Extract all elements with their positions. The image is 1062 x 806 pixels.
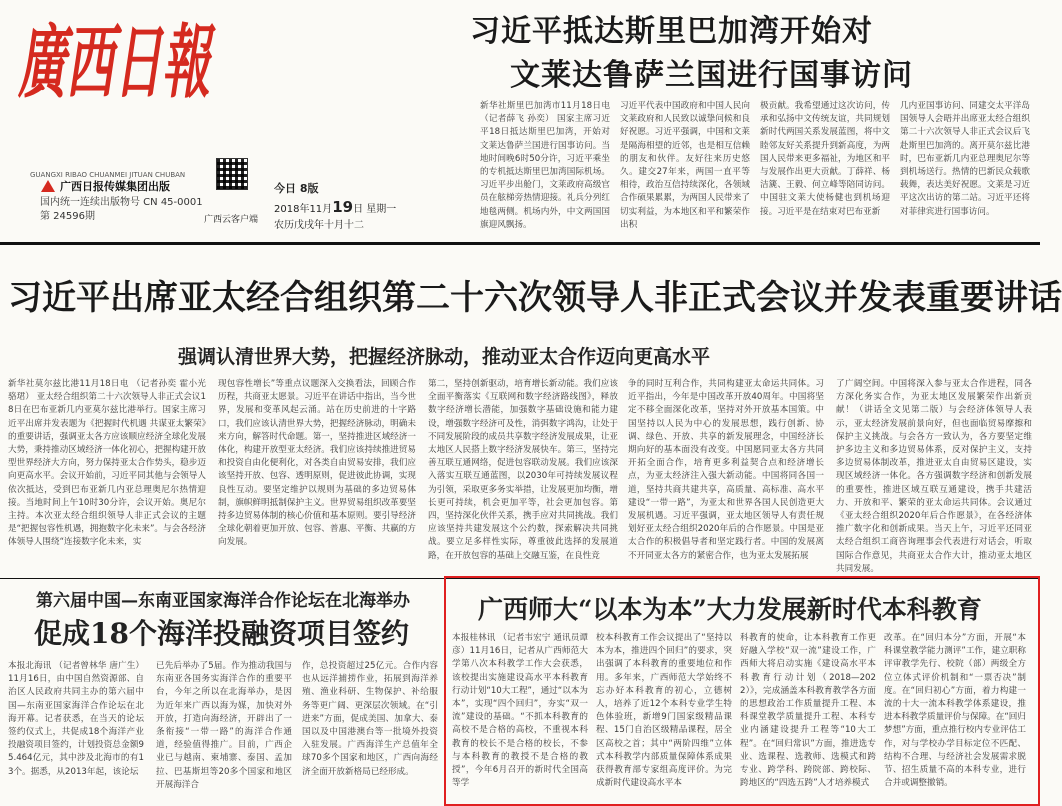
pages-count: 今日 8版 [274, 182, 319, 195]
logo-text: 廣西日報 [17, 15, 216, 109]
main-col-5: 了广阔空间。中国将深入参与亚太合作进程，同各方深化务实合作，为亚太地区发展繁荣作出新贡献！（讲话全文见第二版）与会经济体领导人表示，亚太经济发展前景向好，但也面临贸易摩擦和保护主义挑战。与会各方一致认为，各方要坚定维护多边主义和多边贸易体系，反对保护主义，支持多边贸易体制改革，推进亚太自由贸易区建设，实现区域经济一体化。各方强调数字经济和创新发展的重要性，推进区域互联互通建设，携手共建活力、开放和平、繁荣的亚太命运共同体。会议通过《亚太经合组织2020年后合作愿景》，在各经济体推广数字化和创新成果。当天上午，习近平还同亚太经合组织工商咨询理事会代表进行对话会，听取国际合作意见，共商亚太合作大计，推动亚太地区共同发展。 [836, 379, 1032, 574]
top-col-3: 极贡献。我希望通过这次访问，传承和弘扬中文传统友谊，共同规划新时代两国关系发展蓝图，将中文睦邻友好关系提升到新高度，为两国人民带来更多福祉，为地区和平与发展作出更大贡献。丁薛祥、杨洁篪、王毅、何立峰等陪同访问。中国驻文莱大使杨健也到机场迎接。习近平是在结束对巴布亚新 [760, 101, 890, 217]
lunar-date: 农历戊戌年十月十二 [274, 220, 364, 231]
ocean-col-1: 本报北海讯 （记者曾林华 唐广生） 11月16日，由中国自然资源部、自治区人民政府共同主办的第六届中国—东南亚国家海洋合作论坛在北海开幕。记者获悉，在当天的论坛签约仪式上，共促成18个海洋产业投融资项目签约，计划投资总金额95.464亿元，其中涉及北海市的有13个。据悉，从2013年起，该论坛 [8, 661, 144, 777]
date-suffix: 日 星期一 [353, 204, 397, 215]
edu-col-4: 改革。在“回归本分”方面，开展“本科课堂教学能力测评”工作，建立职称评审教学先行、校院（部）两级全方位立体式评价机制和“一票否决”制度。在“回归初心”方面，着力构建一流的十大一流本科教学体系建设，推进本科教学质量评价与保障。在“回归梦想”方面，重点推行校内专业评估工作，对与学校办学目标定位不匹配、结构不合理、与经济社会发展需求脱节、招生质量不高的本科专业，进行合并或调整撤销。 [884, 633, 1026, 789]
main-col-4: 争的同时互利合作，共同构建亚太命运共同体。习近平指出，今年是中国改革开放40周年。中国将坚定不移全面深化改革，坚持对外开放基本国策。中国坚持以人民为中心的发展思想，践行创新、协调、绿色、开放、共享的新发展理念，中国经济长期向好的基本面没有改变。中国愿同亚太各方共同开拓全面合作，培育更多利益契合点和经济增长点，为亚太经济注入强大新动能。中国将同各国一道，坚持共商共建共享，高质量、高标准、高水平建设“一带一路”，为亚太和世界各国人民创造更大发展机遇。习近平强调，亚太地区领导人有责任规划好亚太经合组织2020年后的合作愿景。中国是亚太合作的积极倡导者和坚定践行者。中国的发展离不开同亚太各方的紧密合作，也为亚太发展拓展 [628, 379, 824, 561]
pinyin-line: GUANGXI RIBAO CHUANMEI JITUAN CHUBAN [30, 171, 186, 179]
code-number: 第 24596期 [40, 211, 95, 222]
top-col-2: 习近平代表中国政府和中国人民向文莱政府和人民致以诚挚问候和良好祝愿。习近平强调，中国和文莱是隔海相望的近邻，也是相互信赖的朋友和伙伴。友好往来历史悠久。建交27年来，两国一直平等相待，政治互信持续深化，各领域合作硕果累累，为两国人民带来了切实利益，为本地区和平和繁荣作出积 [620, 101, 750, 230]
qr-code-icon[interactable] [216, 158, 248, 190]
ocean-col-2: 已先后举办了5届。作为推动我国与东南亚各国务实海洋合作的重要平台，今年之所以在北海举办，是因为近年来广西以海为媒，加快对外开放，打造向海经济，开辟出了一条衔接“一带一路”的海洋合作通道，经验值得推广。目前，广西企业已与越南、柬埔寨、泰国、孟加拉、巴基斯坦等20多个国家和地区开展海洋合 [156, 661, 292, 790]
date-prefix: 2018年11月 [274, 204, 333, 215]
top-col-4: 几内亚国事访问、同建交太平洋岛国领导人会晤并出席亚太经合组织第二十六次领导人非正式会议后飞赴斯里巴加湾的。离开莫尔兹比港时，巴布亚新几内亚总理奥尼尔等到机场送行。热情的巴新民众载歌载舞，表达美好祝愿。文莱是习近平这次出访的第二站。习近平还将对菲律宾进行国事访问。 [900, 101, 1030, 217]
edu-headline: 广西师大“以本为本”大力发展新时代本科教育 [478, 595, 982, 624]
issue-date [274, 198, 396, 216]
date-day: 19 [332, 198, 354, 216]
group-name: 广西日报传媒集团出版 [60, 180, 170, 193]
ocean-kicker: 第六届中国—东南亚国家海洋合作论坛在北海举办 [36, 591, 410, 611]
edu-col-2: 校本科教育工作会议提出了“坚持以本为本，推进四个回归”的要求，突出强调了本科教育的重要地位和作用。多年来，广西师范大学始终不忘办好本科教育的初心，立德树人，培养了近12个本科专业学生特色体验班，新增9门国家级精品课程、15门自治区级精品课程，居全区高校之首；其中“两阶四维”立体式本科教学内部质量保障体系成果获得教育部专家组高度评价。为完成新时代建设高水平本 [596, 633, 732, 789]
top-col-1: 新华社斯里巴加湾市11月18日电 （记者薛飞 孙奕） 国家主席习近平18日抵达斯里巴加湾，开始对文莱达鲁萨兰国进行国事访问。当地时间晚6时50分许，习近平乘坐的专机抵达斯里巴加湾国际机场。习近平步出舱门，文莱政府高级官员在舷梯旁热情迎接。礼兵分列红地毯两侧。机场内外，中文两国国旗迎风飘扬。 [480, 101, 610, 230]
ocean-headline: 促成18个海洋投融资项目签约 [34, 617, 409, 650]
main-col-3: 第二，坚持创新驱动，培育增长新动能。我们应该全面平衡落实《互联网和数字经济路线图》，释放数字经济增长潜能，加强数字基础设施和能力建设，增强数字经济可及性，消弭数字鸿沟，让处于不同发展阶段的成员共享数字经济发展成果，让亚太地区人民搭上数字经济发展快车。第三，坚持完善互联互通网络，促进包容联动发展。我们应该深入落实互联互通蓝图，以2030年可持续发展议程为引领，采取更多务实举措，让发展更加均衡，增长更可持续，机会更加平等，社会更加包容。第四，坚持深化伙伴关系，携手应对共同挑战。我们应该坚持共建发展这个公约数，探索解决共同挑战。要立足多样性实际，尊重彼此选择的发展道路，在开放包容的基础上交融互鉴，在良性竞 [428, 379, 618, 561]
ocean-col-3: 作，总投资超过25亿元。合作内容也从远洋捕捞作业，拓展到海洋养殖、渔业科研、生物保护、补给服务等更广阔、更深层次领域。在“引进来”方面，促成美国、加拿大、泰国以及中国港澳台等一批境外投资入驻发展。广西海洋生产总值年全球70多个国家和地区，广西向海经济全面开放新格局已经形成。 [302, 661, 438, 777]
cn-number: 国内统一连续出版物号 CN 45-0001 [40, 197, 203, 208]
top-headline-line1: 习近平抵达斯里巴加湾开始对 [470, 14, 873, 49]
main-headline: 习近平出席亚太经合组织第二十六次领导人非正式会议并发表重要讲话 [8, 278, 1062, 318]
main-col-2: 现包容性增长”等重点议题深入交换看法，回顾合作历程，共商亚太愿景。习近平在讲话中指出，当今世界，发展和变革风起云涌。站在历史前进的十字路口，我们应该认清世界大势，把握经济脉动，明确未来方向，解答时代命题。第一，坚持推进区域经济一体化，构建开放型亚太经济。我们应该持续推进贸易和投资自由化便利化，对各类自由贸易安排，我们应该坚持开放、包容、透明原则，促进彼此协调，实现良性互动。要坚定维护以规则为基础的多边贸易体制，旗帜鲜明抵制保护主义。世界贸易组织改革要坚持多边贸易体制的核心价值和基本原则。要引导经济全球化朝着更加开放、包容、普惠、平衡、共赢的方向发展。 [218, 379, 416, 548]
edu-col-3: 科教育的使命，让本科教育工作更好融入学校“双一流”建设工作，广西师大将启动实施《建设高水平本科教育行动计划（2018—2022）》，完成涵盖本科教育教学各方面的思想政治工作质量提升工程、本科课堂教学质量提升工程、本科专业内涵建设提升工程等“10大工程”。在“回归常识”方面，推进选专业、选课程、选教师、选模式和跨专业、跨学科、跨院部、跨校际、跨地区的“四选五跨”人才培养模式 [740, 633, 876, 789]
top-headline-line2: 文莱达鲁萨兰国进行国事访问 [510, 58, 913, 93]
main-subhead: 强调认清世界大势，把握经济脉动，推动亚太合作迈向更高水平 [178, 346, 711, 368]
edu-col-1: 本报桂林讯 （记者韦宏宁 通讯员谭彦）11月16日，记者从广西师范大学第八次本科教学工作大会获悉，该校提出实施建设高水平本科教育行动计划“10大工程”，通过“以本为本”，实现“四个回归”，夯实“双一流”建设的基础。“不抓本科教育的高校不是合格的高校，不重视本科教育的校长不是合格的校长，不参与本科教育的教授不是合格的教授”，今年6月召开的新时代全国高等学 [452, 633, 589, 789]
qr-caption: 广西云客户端 [204, 215, 259, 225]
masthead-logo [14, 8, 214, 108]
section-divider [0, 242, 1040, 245]
main-col-1: 新华社莫尔兹比港11月18日电 （记者孙奕 霍小光 骆珺） 亚太经合组织第二十六次领导人非正式会议18日在巴布亚新几内亚莫尔兹比港举行。国家主席习近平出席并发表题为《把握时代机遇 共谋亚太繁荣》的重要讲话，强调亚太各方应该顺应经济全球化发展大势，秉持推动区域经济一体化初心，把握构建开放型世界经济大方向，努力保持亚太合作势头，稳步迈向更高水平。会议开始前，习近平同其他与会领导人依次抵达，受到巴布亚新几内亚总理奥尼尔热情迎接。当地时间上午10时30分许，会议开始。奥尼尔主持。本次亚太经合组织领导人非正式会议的主题是“把握包容性机遇，拥抱数字化未来”。与会各经济体领导人围绕“连接数字化未来，实 [8, 379, 206, 548]
